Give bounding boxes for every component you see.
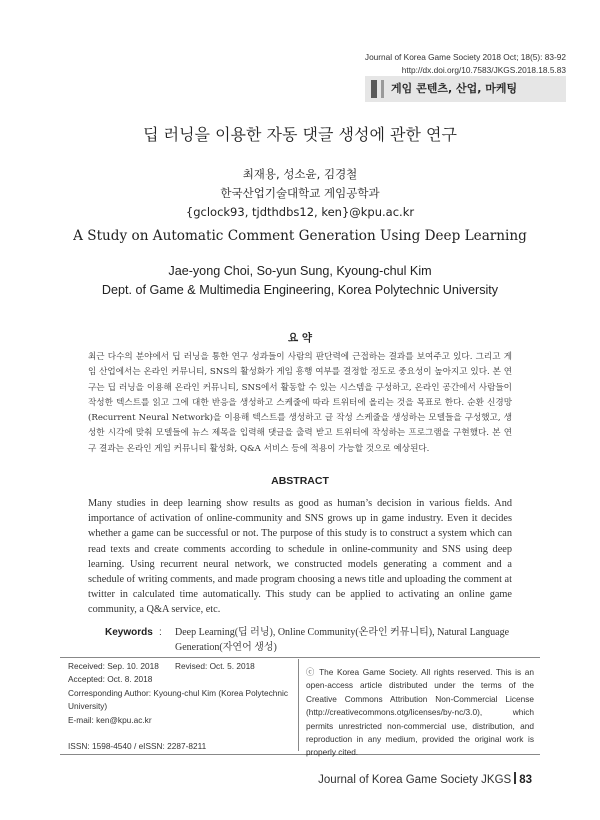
dates-line <box>68 660 293 673</box>
title-ko: 딥 러닝을 이용한 자동 댓글 생성에 관한 연구 <box>143 125 457 144</box>
abstract-ko-text: 최근 다수의 분야에서 딥 러닝을 통한 연구 성과들이 사람의 판단력에 근접하는 결과를 보여주고 있다. 그리고 게임 산업에서는 온라인 커뮤니티, SNS의 활성화가 게임 흥행 여부를 결정할 정도로 중요성이 높아지고 있다. 본 연구는 딥 러닝을 이용해 온라인 커뮤니티, SNS에서 활동할 수 있는 시스템을 구성하고, 온라인 공간에서 사람들이 작성한 텍스트를 읽고 그에 대한 반응을 생성하고 스케줄에 따라 트위터에 올리는 것을 목표로 한다. 순환 신경망(Recurrent Neural Network)을 이용해 텍스트를 생성하고 글 작성 스케줄을 생성하는 모델들을 구성했고, 생성한 시각에 맞춰 모델들에 뉴스 제목을 입력해 댓글을 출력 받고 트위터에 작성하는 프로그램을 구현했다. 본 연구 결과는 온라인 게임 커뮤니티 활성화, Q&A 서비스 등에 적용이 가능할 것으로 예상된다. <box>88 352 512 454</box>
section-label: 게임 콘텐츠, 산업, 마케팅 <box>391 82 518 95</box>
title-en: A Study on Automatic Comment Generation Using Deep Learning <box>73 228 527 244</box>
abstract-en-text: Many studies in deep learning show results as good as human’s decision in various fields. And importance of activation of online-community and SNS grows up in game industry. Even it decides whether a game can be successful or not. The purpose of this study is to construct a system which can read texts and create comments according to schedule in online-community and SNS using deep learning. Using recurrent neural network, we constructed models generating a comment and a schedule of writing comments, and made program choosing a news title and uploading the comment at twitter in calculated time automatically. This study can be applied to activating an online game community, a Q&A service, etc. <box>88 498 512 616</box>
corresponding-email[interactable]: E-mail: ken@kpu.ac.kr <box>68 714 152 725</box>
authors-en: Jae-yong Choi, So-yun Sung, Kyoung-chul Kim <box>168 264 432 278</box>
keywords-text: Deep Learning(딥 러닝), Online Community(온라인 커뮤니티), Natural Language Generation(자연어 생성) <box>175 627 510 653</box>
citation-line: Journal of Korea Game Society 2018 Oct; 18(5): 83-92 <box>364 52 566 62</box>
keywords-label: Keywords <box>105 627 153 638</box>
doi-link[interactable]: http://dx.doi.org/10.7583/JKGS.2018.18.5.83 <box>401 65 566 75</box>
accepted-date: Accepted: Oct. 8. 2018 <box>68 674 153 685</box>
author-block-en <box>0 262 600 300</box>
affiliation-ko: 한국산업기술대학교 게임공학과 <box>220 186 380 200</box>
footer-journal: Journal of Korea Game Society JKGS <box>318 774 512 786</box>
keywords-separator: : <box>159 627 162 638</box>
vertical-divider <box>298 659 299 751</box>
affiliation-en: Dept. of Game & Multimedia Engineering, Korea Polytechnic University <box>101 283 499 297</box>
section-band <box>365 76 566 102</box>
page-number: 83 <box>519 774 532 786</box>
band-marker-light <box>381 80 384 98</box>
band-marker-dark <box>371 80 377 98</box>
page-footer <box>318 772 532 786</box>
copyright-notice: ⓒ The Korea Game Society. All rights reserved. This is an open-access article distributed under the terms of the Creative Commons Attribution Non-Commercial License (http://creativecommons.otg/licenses/by-nc/3.0), which permits unrestricted non-commercial use, distribution, and reproduction in any medium, provided the original work is properly cited. <box>306 667 534 758</box>
footer-separator <box>514 772 516 784</box>
author-emails: {gclock93, tjdthdbs12, ken}@kpu.ac.kr <box>185 205 415 219</box>
top-divider <box>60 657 540 658</box>
revised-date: Revised: Oct. 5. 2018 <box>175 661 255 671</box>
abstract-ko-heading: 요 약 <box>288 332 312 344</box>
corresponding-author: Corresponding Author: Kyoung-chul Kim (Korea Polytechnic University) <box>68 687 288 712</box>
article-metadata <box>68 660 293 753</box>
received-date: Received: Sep. 10. 2018 <box>68 661 159 671</box>
author-block-ko <box>0 165 600 222</box>
authors-ko: 최재용, 성소윤, 김경철 <box>242 167 358 181</box>
running-header <box>365 51 566 77</box>
abstract-en-heading: ABSTRACT <box>271 475 329 487</box>
issn-line: ISSN: 1598-4540 / eISSN: 2287-8211 <box>68 741 207 752</box>
